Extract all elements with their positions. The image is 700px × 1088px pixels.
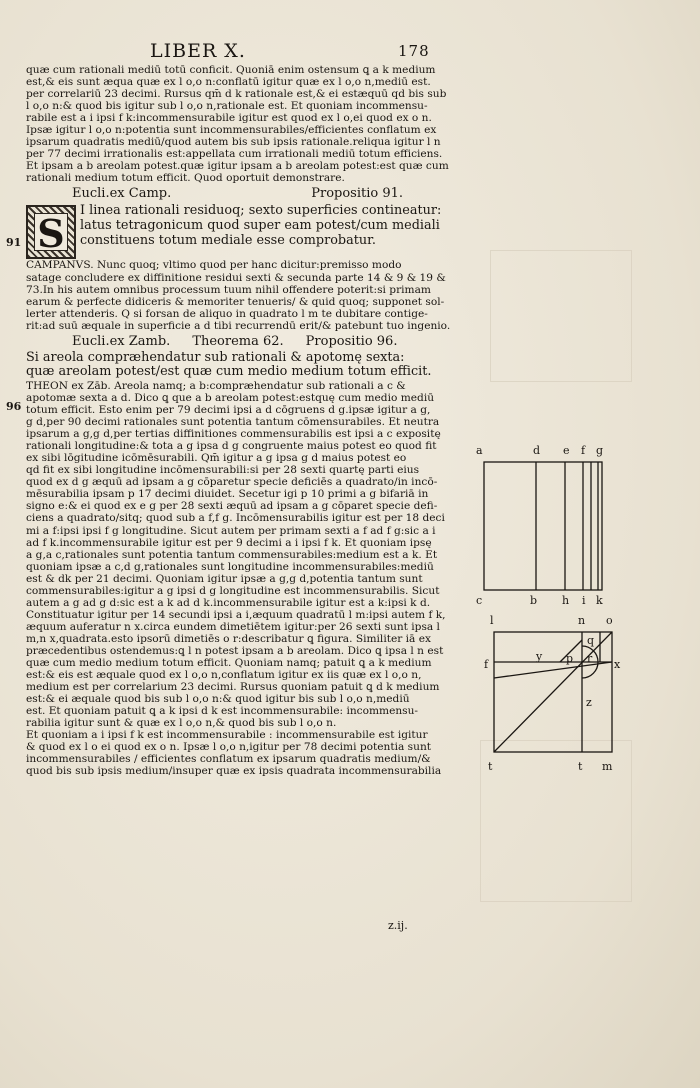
heading-theorem: Theorema 62. — [192, 333, 284, 349]
square-figure — [494, 632, 612, 752]
text-line: est:& eis est æquale quod ex l o,o n,conflatum igitur ex iis quæ ex l o,o n, — [26, 669, 422, 682]
diagonal-line — [494, 632, 612, 752]
figure-label: x — [614, 658, 621, 671]
text-line: totum efficit. Esto enim per 79 decimi ipsi a d cōgruens d g.ipsæ igitur a g, — [26, 404, 431, 417]
proposition-line: I linea rationali residuoq; sexto superficies contineatur: — [80, 204, 442, 219]
text-line: earum & perfecte didiceris & memoriter tenueris/ & quid quoq; supponet sol- — [26, 295, 445, 308]
rectangle-figure — [484, 462, 602, 590]
figure-label: t — [578, 760, 583, 773]
text-line: est & dk per 21 decimi. Quoniam igitur ipsæ a g,g d,potentia tantum sunt — [26, 572, 423, 585]
proposition-96 — [26, 351, 462, 380]
figure-label: k — [596, 594, 603, 607]
figure-label: a — [476, 444, 483, 457]
text-line: quæ cum medio medium totum efficit. Quoniam namq; patuit ꝗ a k medium — [26, 657, 432, 670]
text-line: est:& ei æquale quod bis sub l o,o n:& quod igitur bis sub l o,o n,mediū — [26, 693, 410, 706]
text-line: l o,o n:& quod bis igitur sub l o,o n,rationale est. Et quoniam incommensu- — [26, 100, 428, 113]
text-line: CAMPANVS. Nunc quoq; vltimo quod per hanc dicitur:premisso modo — [26, 259, 402, 272]
section-heading-campanus — [26, 186, 462, 201]
drop-cap: S — [26, 205, 76, 259]
text-line: præcedentibus ostendemus:ꝗ l n potest ipsam a b areolam. Dico ꝗ ipsa l n est — [26, 644, 444, 657]
text-line: ex sibi lōgitudine icōmēsurabili. Qm̄ igitur a g ipsa g d maius potest eo — [26, 452, 407, 465]
figure-label: l — [490, 614, 494, 627]
figure-label: i — [582, 594, 586, 607]
text-line: a g,a c,rationales sunt potentia tantum commensurabiles:medium est a k. Et — [26, 548, 438, 561]
text-line: per correlariū 23 decimi. Rursus qm̄ d k rationale est,& ei estæquū qd bis sub — [26, 88, 447, 101]
text-line: rationali medium totum efficit. Quod oportuit demonstrare. — [26, 172, 345, 185]
text-line: signo e:& ei quod ex e g per 28 sexti æquū ad ipsam a g cōparet specie defi- — [26, 500, 438, 513]
proposition-line: Si areola compræhendatur sub rationali & apotomę sexta: — [26, 350, 405, 365]
figure-label: r — [587, 652, 593, 665]
section-heading-zamberti — [26, 334, 462, 349]
text-line: qd fit ex sibi longitudine incōmensurabili:si per 28 sexti quartę parti eius — [26, 464, 420, 477]
text-line: rationali longitudine:& tota a g ipsa d g congruente maius potest eo quod fit — [26, 440, 437, 453]
figure-label: z — [586, 696, 592, 709]
main-text — [26, 64, 462, 777]
text-line: Constituatur igitur per 14 secundi ipsi a i,æquum quadratū l m:ipsi autem f k, — [26, 608, 446, 621]
text-line: incommensurabiles / efficientes conflatum ex ipsarum quadratis medium/& — [26, 753, 431, 766]
text-line: per 77 decimi irrationalis est:appellata cum irrationali mediū totum efficiens. — [26, 148, 443, 161]
text-line: THEON ex Zāb. Areola namq; a b:compræhendatur sub rationali a c & — [26, 379, 406, 392]
text-line: quod ex d g æquū ad ipsam a g cōparetur specie deficiēs a quadrato/in incō- — [26, 476, 438, 489]
text-line: m,n x,quadrata.esto ipsorū dimetiēs o r:describatur ꝗ figura. Similiter iā ex — [26, 632, 431, 645]
figure-label: o — [606, 614, 613, 627]
divider-line — [494, 662, 612, 678]
figure-label: m — [602, 760, 613, 773]
proposition-line: quæ areolam potest/est quæ cum medio medium totum efficit. — [26, 365, 432, 380]
rectangle-outline — [484, 462, 602, 590]
heading-proposition: Propositio 91. — [311, 186, 404, 202]
text-line: æquum auferatur n x.circa eundem dimetiētem igitur:per 26 sexti sunt ipsa l — [26, 620, 440, 633]
text-line: satage concludere ex diffinitione residui sexti & secunda parte 14 & 9 & 19 & — [26, 271, 446, 284]
text-line: ciens a quadrato/sitq; quod sub a f,f g. Incōmensurabilis igitur est per 18 deci — [26, 512, 445, 525]
figure-label: p — [566, 652, 574, 665]
text-line: quæ cum rationali mediū totū conficit. Quoniā enim ostensum ꝗ a k medium — [26, 64, 436, 76]
heading-source: Eucli.ex Camp. — [72, 186, 172, 202]
text-line: quod bis sub ipsis medium/insuper quæ ex ipsis quadrata incommensurabilia — [26, 765, 442, 778]
text-line: est. Et quoniam patuit ꝗ a k ipsi d k est incommensurabile: incommensu- — [26, 705, 419, 718]
margin-number: 96 — [6, 400, 22, 413]
text-line: lerter attenderis. Q si forsan de aliquo in quadrato l m te dubitare contige- — [26, 307, 428, 320]
geometric-figure — [470, 440, 630, 780]
book-title: LIBER X. — [150, 40, 246, 62]
text-line: apotomæ sexta a d. Dico ꝗ que a b areolam potest:estquę cum medio mediū — [26, 391, 435, 404]
proposition-line: latus tetragonicum quod super eam potest/cum mediali — [80, 219, 440, 234]
figure-label: h — [562, 594, 570, 607]
text-line: mēsurabilia ipsam p 17 decimi diuidet. Secetur igi p 10 primi a g bifariā in — [26, 488, 429, 501]
text-line: medium est per correlarium 23 decimi. Rursus quoniam patuit ꝗ d k medium — [26, 681, 440, 694]
theon-commentary — [26, 380, 462, 778]
figure-label: q — [587, 634, 595, 647]
text-line: ad f k.incommensurabile igitur est per 9 decimi a i ipsi f k. Et quoniam ipsę — [26, 536, 432, 549]
text-line: est,& eis sunt æqua quæ ex l o,o n:conflatū igitur quæ ex l o,o n,mediū est. — [26, 76, 431, 89]
text-line: 73.In his autem omnibus processum tuum nihil offendere poterit:si primam — [26, 283, 431, 296]
show-through-box — [490, 250, 632, 382]
text-line: quoniam ipsæ a c,d g,rationales sunt longitudine incommensurabiles:mediū — [26, 560, 434, 573]
text-line: mi a f:ipsi ipsi f g longitudine. Sicut autem per primam sexti a f ad f g:sic a i — [26, 524, 436, 537]
figure-label: f — [581, 444, 586, 457]
figure-label: e — [563, 444, 570, 457]
figure-label: c — [476, 594, 483, 607]
proposition-91 — [26, 204, 462, 257]
text-line: rabile est a i ipsi f k:incommensurabile igitur est quod ex l o,ei quod ex o n. — [26, 112, 432, 125]
text-line: Et quoniam a i ipsi f k est incommensurabile : incommensurabile est igitur — [26, 729, 428, 742]
text-line: g d,per 90 decimi rationales sunt potentia tantum cōmensurabiles. Et neutra — [26, 416, 440, 429]
heading-source: Eucli.ex Zamb. — [72, 333, 171, 349]
text-line: ipsarum quadratis mediū/quod autem bis sub ipsis rationale.reliqua igitur l n — [26, 136, 441, 149]
text-line: rit:ad suū æquale in superficie a d tibi recurrendū erit/& patebunt tuo ingenio. — [26, 319, 451, 332]
campanus-commentary — [26, 259, 462, 331]
text-line: & quod ex l o ei quod ex o n. Ipsæ l o,o n,igitur per 78 decimi potentia sunt — [26, 741, 432, 754]
figure-label: t — [488, 760, 493, 773]
proposition-line: constituens totum mediale esse comprobatur. — [80, 233, 376, 248]
text-line: Ipsæ igitur l o,o n:potentia sunt incommensurabiles/efficientes conflatum ex — [26, 124, 437, 137]
signature-mark: z.ij. — [388, 919, 408, 932]
text-line: autem a g ad g d:sic est a k ad d k.incommensurabile igitur est a k:ipsi k d. — [26, 596, 431, 609]
figure-label: f — [484, 658, 489, 671]
figure-label: d — [533, 444, 541, 457]
figure-label: b — [530, 594, 538, 607]
running-header — [150, 40, 450, 64]
text-line: rabilia igitur sunt & quæ ex l o,o n,& quod bis sub l o,o n. — [26, 717, 337, 730]
figure-label: n — [578, 614, 586, 627]
margin-number: 91 — [6, 236, 22, 249]
heading-proposition: Propositio 96. — [305, 333, 398, 349]
figure-label: g — [596, 444, 604, 457]
page-number: 178 — [398, 42, 430, 60]
text-line: commensurabiles:igitur a g ipsi d g longitudine est incommensurabilis. Sicut — [26, 584, 440, 597]
text-line: Et ipsam a b areolam potest.quæ igitur ipsam a b areolam potest:est quæ cum — [26, 160, 449, 173]
figure-label: y — [536, 650, 543, 663]
text-line: ipsarum a g,g d,per tertias diffinitiones commensurabilis est ipsi a c expositę — [26, 428, 441, 441]
